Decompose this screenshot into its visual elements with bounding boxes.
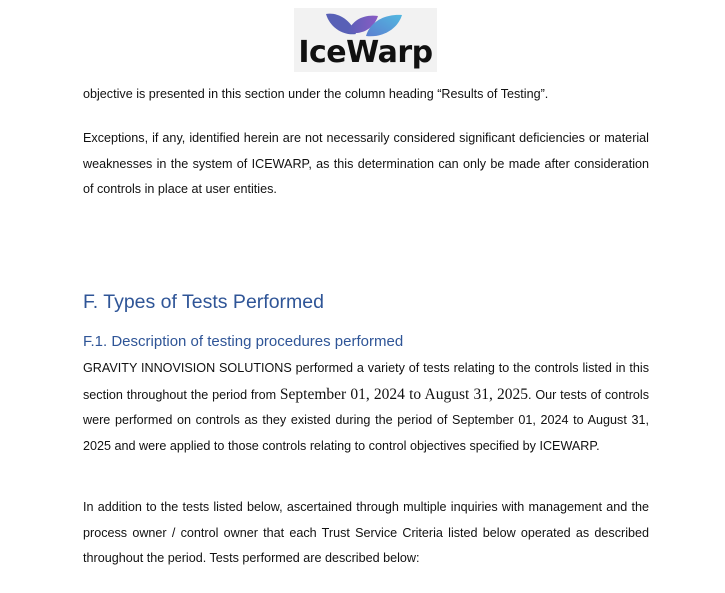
paragraph-tests-performed xyxy=(83,356,649,459)
tests-period: September 01, 2024 to August 31, 2025 xyxy=(279,385,529,403)
paragraph-intro-tail: objective is presented in this section under the column heading “Results of Testing”. xyxy=(83,87,549,101)
tests-text-part1: GRAVITY INNOVISION SOLUTIONS performed a variety of tests relating to the controls listed in this section throughout the period from xyxy=(83,361,649,402)
paragraph-additional-inquiries: In addition to the tests listed below, ascertained through multiple inquiries with management and the process owner / control owner that each Trust Service Criteria listed below operated as described throughout the period. Tests performed are described below: xyxy=(83,500,649,565)
subsection-heading: F.1. Description of testing procedures performed xyxy=(83,333,404,350)
logo-wordmark: IceWarp xyxy=(298,35,433,70)
icewarp-logo xyxy=(294,8,437,72)
section-heading: F. Types of Tests Performed xyxy=(83,291,324,313)
tests-text-part2: . Our tests of controls were performed on controls as they existed during the period of September 01, 2024 to August 31, 2025 and were applied to those controls relating to control objectives specified by ICEWARP. xyxy=(83,387,649,453)
paragraph-exceptions: Exceptions, if any, identified herein are not necessarily considered significant deficiencies or material weaknesses in the system of ICEWARP, as this determination can only be made after consideration of controls in place at user entities. xyxy=(83,131,649,196)
